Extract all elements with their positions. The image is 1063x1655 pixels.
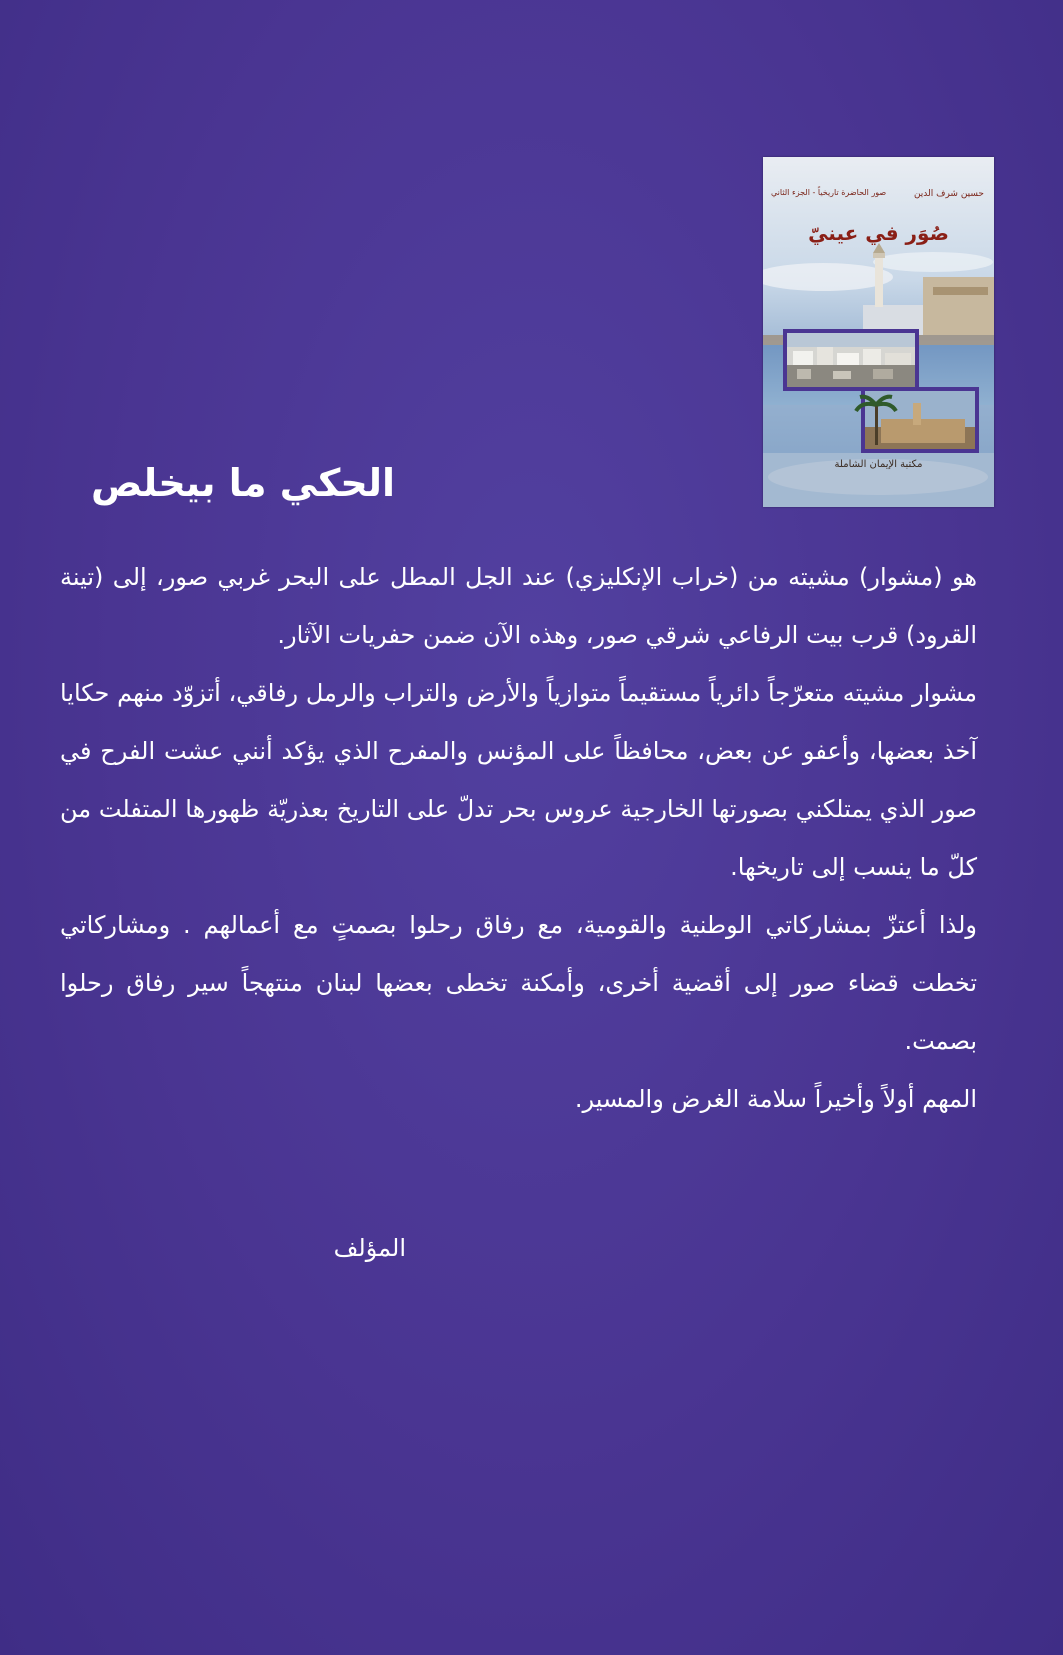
thumbnail-publisher: مكتبة الإيمان الشاملة [834,459,923,470]
paragraph-3: ولذا أعتزّ بمشاركاتي الوطنية والقومية، مع رفاق رحلوا بصمتٍ مع أعمالهم . ومشاركاتي تخطت قضاء صور إلى أقضية أخرى، وأمكنة تخطى بعضها لبنان منتهجاً سير رفاق رحلوا بصمت. [60,911,977,1055]
thumbnail-author: حسين شرف الدين [913,189,984,199]
page-heading: الحكي ما بيخلص [91,461,395,505]
book-cover-thumbnail [763,157,994,507]
thumbnail-series: صور الحاضرة تاريخياً - الجزء الثاني [771,188,887,197]
cover-photo-illustration [763,157,994,507]
thumbnail-title: صُوَر في عينيّ [808,221,949,245]
body-text [60,548,1005,1128]
paragraph-1: هو (مشوار) مشيته من (خراب الإنكليزي) عند الجل المطل على البحر غربي صور، إلى (تينة القرود) قرب بيت الرفاعي شرقي صور، وهذه الآن ضمن حفريات الآثار. [60,563,977,649]
paragraph-2: مشوار مشيته متعرّجاً دائرياً مستقيماً متوازياً والأرض والتراب والرمل رفاقي، أتزوّد منهم حكايا آخذ بعضها، وأعفو عن بعض، محافظاً على المؤنس والمفرح الذي يؤكد أنني عشت الفرح في صور الذي يمتلكني بصورتها الخارجية عروس بحر تدلّ على التاريخ بعذريّة ظهورها المتفلت من كلّ ما ينسب إلى تاريخها. [60,679,977,881]
paragraph-4: المهم أولاً وأخيراً سلامة الغرض والمسير. [574,1085,977,1113]
author-signature: المؤلف [333,1234,406,1262]
